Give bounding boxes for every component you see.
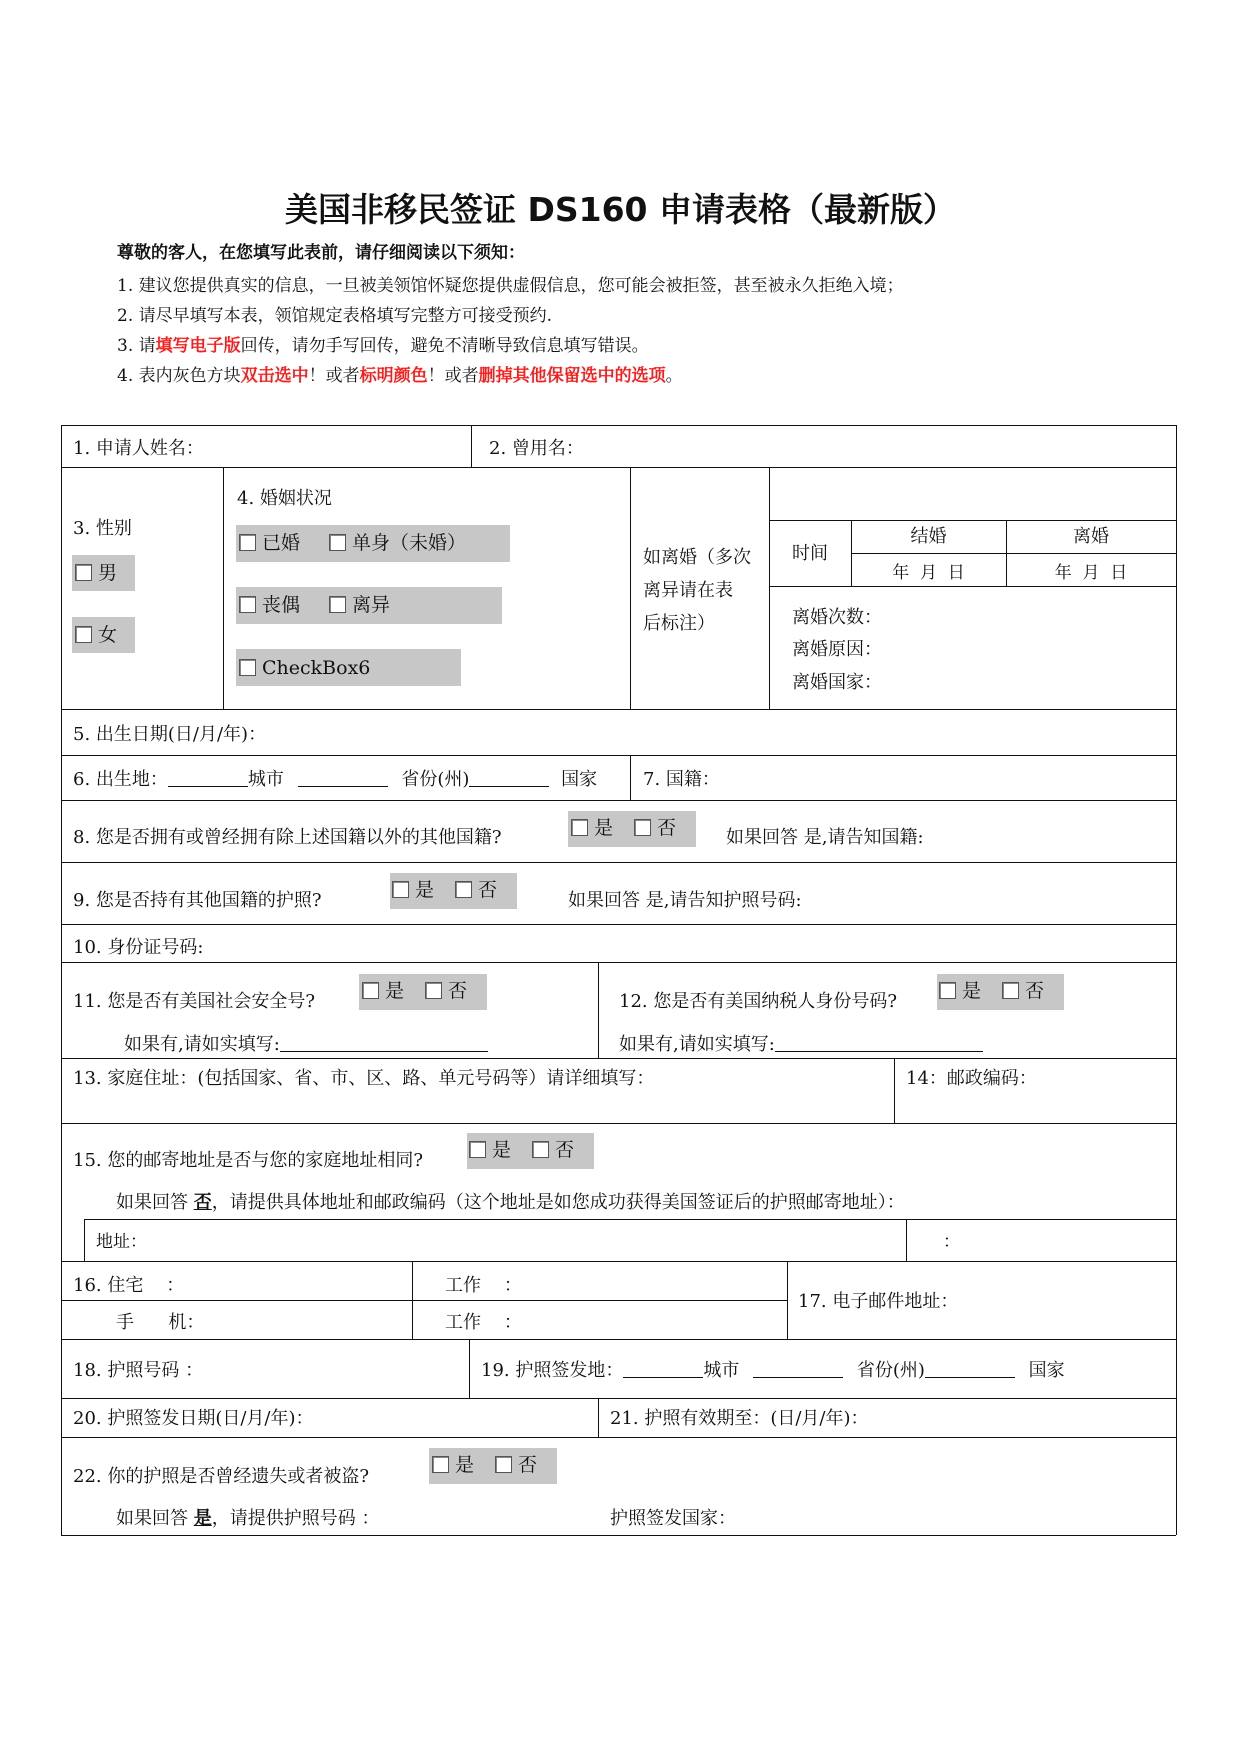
row-divider [84, 1219, 1176, 1220]
mailing-postal-colon: ： [943, 1232, 960, 1252]
col-divider [630, 467, 631, 709]
q6-birthplace [73, 769, 597, 791]
row-divider [61, 800, 1176, 801]
checkbox-icon[interactable] [532, 1141, 549, 1158]
notice-item-1: 1. 建议您提供真实的信息，一旦被美领馆怀疑您提供虚假信息，您可能会被拒签，甚至被永久拒绝入境； [117, 276, 904, 296]
row-divider [61, 1437, 1176, 1438]
notice-text: 。 [665, 366, 683, 386]
divorce-note-line-1: 如离婚（多次 [643, 547, 751, 568]
marital-widowed-option[interactable] [239, 593, 300, 617]
notice-highlight: 删掉其他保留选中的选项 [478, 366, 666, 386]
option-label: 是 [962, 980, 982, 1002]
option-label: 丧偶 [262, 594, 301, 616]
q8-no-option[interactable] [634, 816, 676, 840]
notice-text: ！或者 [308, 366, 360, 386]
checkbox-icon[interactable] [469, 1141, 486, 1158]
ssn-field[interactable] [280, 1035, 488, 1052]
follow-emphasis: 是 [193, 1508, 212, 1529]
checkbox-icon[interactable] [329, 596, 346, 613]
divorce-count-label: 离婚次数： [792, 607, 882, 628]
row-divider [769, 586, 1176, 587]
checkbox-icon[interactable] [634, 819, 651, 836]
q11-fill-line [124, 1034, 488, 1056]
follow-text: 如果回答 [116, 1192, 194, 1213]
option-label: 是 [492, 1139, 512, 1161]
option-label: 否 [478, 879, 498, 901]
row-divider [61, 1339, 1176, 1340]
city-label: 城市 [703, 1360, 740, 1381]
q22-yes-option[interactable] [432, 1453, 474, 1477]
q15-follow-up [116, 1192, 905, 1214]
row-divider [61, 862, 1176, 863]
checkbox-icon[interactable] [239, 659, 256, 676]
q16-home-phone-label: 16. 住宅 ： [73, 1275, 185, 1296]
time-label: 时间 [792, 543, 828, 564]
q11-no-option[interactable] [425, 979, 467, 1003]
divorce-label: 离婚 [1073, 526, 1109, 547]
col-divider [84, 1219, 85, 1261]
q13-home-address-label: 13. 家庭住址：(包括国家、省、市、区、路、单元号码等）请详细填写： [73, 1068, 655, 1089]
q8-yes-option[interactable] [571, 816, 613, 840]
issue-province-field[interactable] [753, 1361, 843, 1378]
mobile-phone-label: 手 机： [116, 1312, 205, 1333]
row-divider [61, 924, 1176, 925]
col-divider [787, 1261, 788, 1339]
q15-yes-option[interactable] [469, 1138, 511, 1162]
option-label: 否 [1025, 980, 1045, 1002]
col-divider [598, 962, 599, 1058]
q12-itin-label: 12. 您是否有美国纳税人身份号码? [619, 991, 897, 1012]
col-divider [471, 425, 472, 467]
marital-married-option[interactable] [239, 531, 300, 555]
mailing-address-label: 地址： [96, 1232, 147, 1252]
checkbox-icon[interactable] [571, 819, 588, 836]
divorce-date-field[interactable]: 年 月 日 [1054, 563, 1128, 583]
row-divider [61, 1398, 1176, 1399]
province-label: 省份(州) [401, 769, 470, 790]
notice-text: 3. 请 [117, 336, 156, 356]
checkbox-icon[interactable] [425, 982, 442, 999]
option-label: 是 [385, 980, 405, 1002]
q9-no-option[interactable] [455, 878, 497, 902]
city-label: 城市 [247, 769, 284, 790]
row-divider [61, 467, 1176, 468]
checkbox-icon[interactable] [1002, 982, 1019, 999]
q11-ssn-label: 11. 您是否有美国社会安全号? [73, 991, 315, 1012]
birth-country-field[interactable] [469, 770, 549, 787]
option-label: 女 [98, 624, 118, 646]
col-divider [630, 755, 631, 800]
option-label: 男 [98, 562, 118, 584]
q5-birth-date-label: 5. 出生日期(日/月/年)： [73, 724, 267, 745]
notice-text: 回传，请勿手写回传，避免不清晰导致信息填写错误。 [240, 336, 649, 356]
checkbox-icon[interactable] [329, 534, 346, 551]
birth-city-field[interactable] [168, 770, 248, 787]
option-label: 单身（未婚） [352, 532, 467, 554]
option-label: 是 [455, 1454, 475, 1476]
follow-emphasis: 否 [193, 1192, 212, 1213]
row-divider [61, 1300, 787, 1301]
option-label: CheckBox6 [262, 657, 371, 679]
notice-text: 4. 表内灰色方块 [117, 366, 241, 386]
marital-checkbox6-option[interactable] [239, 656, 370, 680]
q21-expiry-date-label: 21. 护照有效期至：(日/月/年)： [610, 1408, 869, 1429]
work-phone-label-1: 工作 ： [445, 1275, 522, 1296]
country-label: 国家 [561, 769, 598, 790]
q6-label: 6. 出生地： [73, 769, 168, 790]
option-label: 否 [555, 1139, 575, 1161]
marital-divorced-option[interactable] [329, 593, 390, 617]
checkbox-icon[interactable] [432, 1456, 449, 1473]
marital-single-option[interactable] [329, 531, 466, 555]
issuing-country-label: 护照签发国家： [610, 1508, 736, 1529]
divorce-note-line-3: 后标注） [643, 613, 715, 634]
q22-no-option[interactable] [495, 1453, 537, 1477]
q1-applicant-name-label: 1. 申请人姓名： [73, 438, 204, 459]
checkbox-icon[interactable] [239, 534, 256, 551]
checkbox-icon[interactable] [362, 982, 379, 999]
q12-fill-line [619, 1034, 983, 1056]
q2-former-name-label: 2. 曾用名： [489, 438, 584, 459]
divorce-reason-label: 离婚原因： [792, 639, 882, 660]
notice-item-4 [117, 366, 683, 386]
row-divider [61, 1261, 1176, 1262]
row-divider [769, 520, 1176, 521]
q18-passport-number-label: 18. 护照号码 ： [73, 1360, 204, 1381]
country-label: 国家 [1028, 1360, 1065, 1381]
col-divider [906, 1219, 907, 1261]
gender-female-option[interactable] [75, 623, 117, 647]
follow-text: 如果回答 [116, 1508, 194, 1529]
q22-follow-up [116, 1508, 379, 1530]
q20-issue-date-label: 20. 护照签发日期(日/月/年)： [73, 1408, 314, 1429]
col-divider [223, 467, 224, 709]
checkbox-icon[interactable] [392, 881, 409, 898]
notice-text: ！或者 [427, 366, 479, 386]
q7-nationality-label: 7. 国籍： [643, 769, 720, 790]
gender-male-option[interactable] [75, 561, 117, 585]
work-phone-label-2: 工作 ： [445, 1312, 522, 1333]
row-divider [851, 553, 1176, 554]
q8-other-nationality-label: 8. 您是否拥有或曾经拥有除上述国籍以外的其他国籍? [73, 827, 502, 848]
table-border [61, 425, 62, 1535]
row-divider [61, 1123, 1176, 1124]
option-label: 否 [518, 1454, 538, 1476]
itin-field[interactable] [775, 1035, 983, 1052]
divorce-country-label: 离婚国家： [792, 672, 882, 693]
checkbox-icon[interactable] [495, 1456, 512, 1473]
page-title: 美国非移民签证 DS160 申请表格（最新版） [284, 190, 957, 229]
q9-other-passport-label: 9. 您是否持有其他国籍的护照? [73, 890, 322, 911]
q22-lost-passport-label: 22. 你的护照是否曾经遗失或者被盗? [73, 1466, 369, 1487]
option-label: 已婚 [262, 532, 301, 554]
q17-email-label: 17. 电子邮件地址： [798, 1291, 959, 1312]
q8-follow-up-label: 如果回答 是,请告知国籍: [726, 827, 924, 848]
checkbox-icon[interactable] [239, 596, 256, 613]
col-divider [894, 1058, 895, 1123]
fill-label: 如果有,请如实填写: [124, 1034, 280, 1055]
table-border [61, 1535, 1176, 1536]
checkbox-icon[interactable] [939, 982, 956, 999]
q9-yes-option[interactable] [392, 878, 434, 902]
issue-country-field[interactable] [925, 1361, 1015, 1378]
q11-yes-option[interactable] [362, 979, 404, 1003]
divorce-note-line-2: 离异请在表 [643, 580, 733, 601]
marriage-date-field[interactable]: 年 月 日 [892, 563, 965, 583]
option-label: 是 [594, 817, 614, 839]
q3-gender-label: 3. 性别 [73, 518, 132, 539]
notice-highlight: 填写电子版 [155, 336, 241, 356]
q4-marital-label: 4. 婚姻状况 [237, 488, 332, 509]
row-divider [61, 1058, 1176, 1059]
q12-no-option[interactable] [1002, 979, 1044, 1003]
marriage-label: 结婚 [910, 526, 947, 547]
issue-city-field[interactable] [623, 1361, 703, 1378]
notice-highlight: 标明颜色 [359, 366, 428, 386]
notice-item-2: 2. 请尽早填写本表，领馆规定表格填写完整方可接受预约. [117, 306, 553, 326]
checkbox-icon[interactable] [75, 626, 92, 643]
option-label: 是 [415, 879, 435, 901]
fill-label: 如果有,请如实填写: [619, 1034, 775, 1055]
option-label: 否 [448, 980, 468, 1002]
birth-province-field[interactable] [298, 770, 388, 787]
notice-highlight: 双击选中 [240, 366, 309, 386]
follow-text: ，请提供护照号码 ： [211, 1508, 380, 1529]
follow-text: ，请提供具体地址和邮政编码（这个地址是如您成功获得美国签证后的护照邮寄地址）： [211, 1192, 905, 1213]
q9-follow-up-label: 如果回答 是,请告知护照号码: [568, 890, 802, 911]
option-label: 否 [657, 817, 677, 839]
q14-postal-code-label: 14：邮政编码： [906, 1068, 1037, 1089]
q19-passport-issue-place [481, 1360, 1065, 1382]
col-divider [469, 1339, 470, 1398]
row-divider [61, 962, 1176, 963]
notice-heading: 尊敬的客人，在您填写此表前，请仔细阅读以下须知： [117, 243, 525, 263]
row-divider [61, 755, 1176, 756]
province-label: 省份(州) [856, 1360, 925, 1381]
checkbox-icon[interactable] [455, 881, 472, 898]
q15-no-option[interactable] [532, 1138, 574, 1162]
table-border [61, 425, 1176, 426]
q15-mailing-same-label: 15. 您的邮寄地址是否与您的家庭地址相同? [73, 1150, 423, 1171]
table-border [1176, 425, 1177, 1535]
option-label: 离异 [352, 594, 391, 616]
col-divider [598, 1398, 599, 1437]
notice-item-3 [117, 336, 649, 356]
q19-label: 19. 护照签发地： [481, 1360, 624, 1381]
row-divider [61, 709, 1176, 710]
q12-yes-option[interactable] [939, 979, 981, 1003]
checkbox-icon[interactable] [75, 564, 92, 581]
col-divider [769, 467, 770, 709]
q10-id-number-label: 10. 身份证号码: [73, 937, 204, 958]
